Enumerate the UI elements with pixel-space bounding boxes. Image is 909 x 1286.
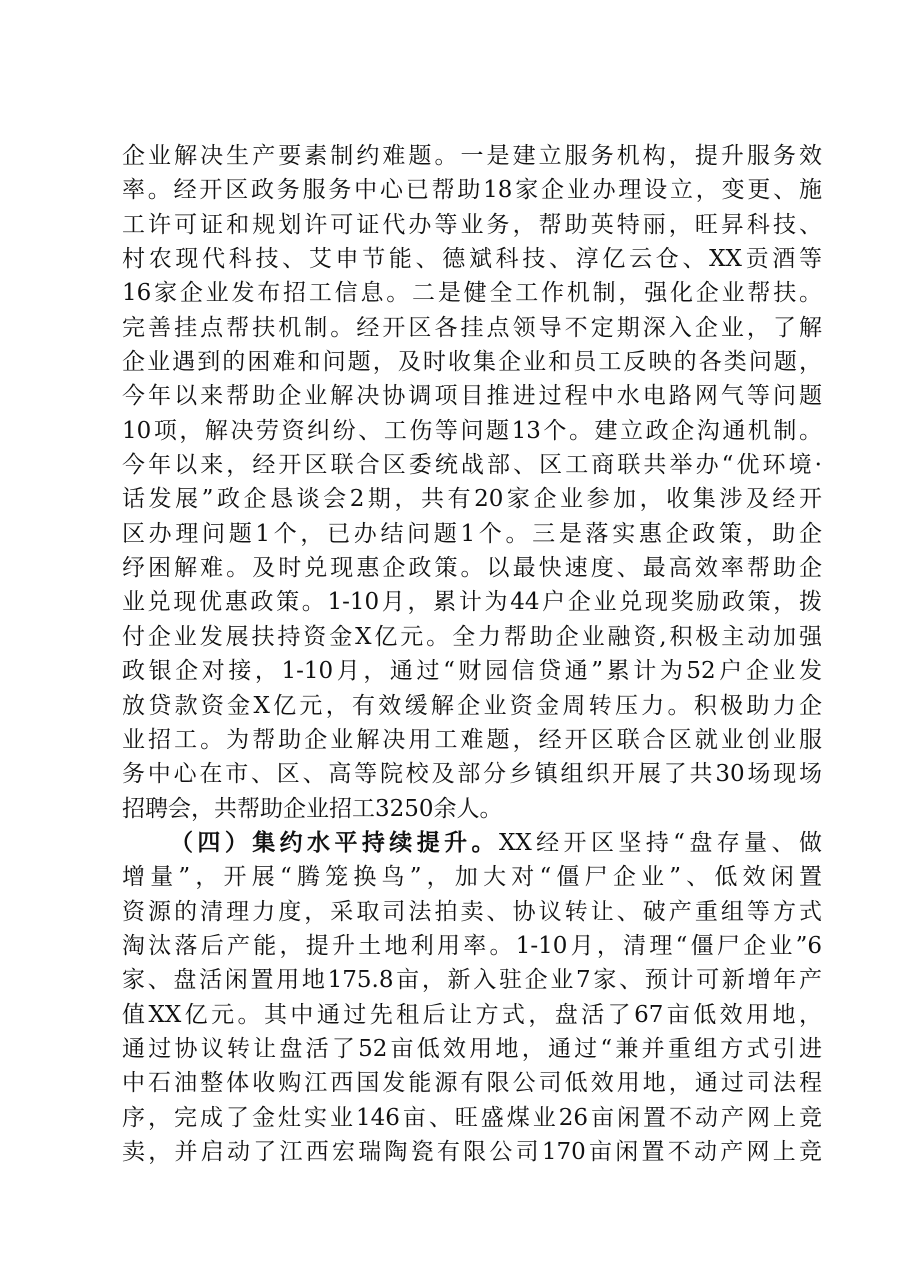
text-line: 值XX亿元。其中通过先租后让方式，盘活了67亩低效用地，: [122, 1001, 822, 1028]
text-line: 10项，解决劳资纠纷、工伤等问题13个。建立政企沟通机制。: [122, 417, 822, 444]
body-text: [122, 139, 822, 1169]
text-line: 今年以来，经开区联合区委统战部、区工商联共举办“优环境·: [122, 452, 822, 479]
text-line: 家、盘活闲置用地175.8亩，新入驻企业7家、预计可新增年产: [122, 967, 822, 994]
section-heading: （四）集约水平持续提升。: [170, 828, 499, 856]
text-line: 完善挂点帮扶机制。经开区各挂点领导不定期深入企业，了解: [122, 314, 822, 341]
text-line: 企业遇到的困难和问题，及时收集企业和员工反映的各类问题，: [122, 349, 822, 376]
text-line: 通过协议转让盘活了52亩低效用地，通过“兼并重组方式引进: [122, 1035, 822, 1062]
text-line: 付企业发展扶持资金X亿元。全力帮助企业融资,积极主动加强: [122, 623, 822, 650]
text-line: 政银企对接，1-10月，通过“财园信贷通”累计为52户企业发: [122, 658, 822, 685]
text-span: XX经开区坚持“盘存量、做: [498, 829, 822, 856]
text-line: 业兑现优惠政策。1-10月，累计为44户企业兑现奖励政策，拨: [122, 589, 822, 616]
text-line: 村农现代科技、艾申节能、德斌科技、淳亿云仓、XX贡酒等: [122, 246, 822, 273]
text-line: 业招工。为帮助企业解决用工难题，经开区联合区就业创业服: [122, 726, 822, 753]
text-line: 增量”，开展“腾笼换鸟”，加大对“僵尸企业”、低效闲置: [122, 864, 822, 891]
text-line: 卖，并启动了江西宏瑞陶瓷有限公司170亩闲置不动产网上竞: [122, 1138, 822, 1165]
text-line: 率。经开区政务服务中心已帮助18家企业办理设立，变更、施: [122, 177, 822, 204]
text-line: 区办理问题1个，已办结问题1个。三是落实惠企政策，助企: [122, 520, 822, 547]
text-line: 中石油整体收购江西国发能源有限公司低效用地，通过司法程: [122, 1070, 822, 1097]
text-line: 企业解决生产要素制约难题。一是建立服务机构，提升服务效: [122, 143, 822, 169]
text-line: 话发展”政企恳谈会2期，共有20家企业参加，收集涉及经开: [122, 486, 822, 513]
text-line: 招聘会，共帮助企业招工3250余人。: [122, 795, 503, 822]
text-line: 淘汰落后产能，提升土地利用率。1-10月，清理“僵尸企业”6: [122, 932, 822, 959]
text-line: 工许可证和规划许可证代办等业务，帮助英特丽，旺昇科技、: [122, 211, 822, 238]
text-line: 16家企业发布招工信息。二是健全工作机制，强化企业帮扶。: [122, 280, 822, 307]
text-line: 今年以来帮助企业解决协调项目推进过程中水电路网气等问题: [122, 383, 822, 410]
text-line: 务中心在市、区、高等院校及部分乡镇组织开展了共30场现场: [122, 761, 822, 788]
text-line: 纾困解难。及时兑现惠企政策。以最快速度、最高效率帮助企: [122, 555, 822, 582]
section-heading-line: [122, 826, 822, 860]
text-line: 序，完成了金灶实业146亩、旺盛煤业26亩闲置不动产网上竞: [122, 1104, 822, 1131]
text-line: 资源的清理力度，采取司法拍卖、协议转让、破产重组等方式: [122, 898, 822, 925]
text-line: 放贷款资金X亿元，有效缓解企业资金周转压力。积极助力企: [122, 692, 822, 719]
